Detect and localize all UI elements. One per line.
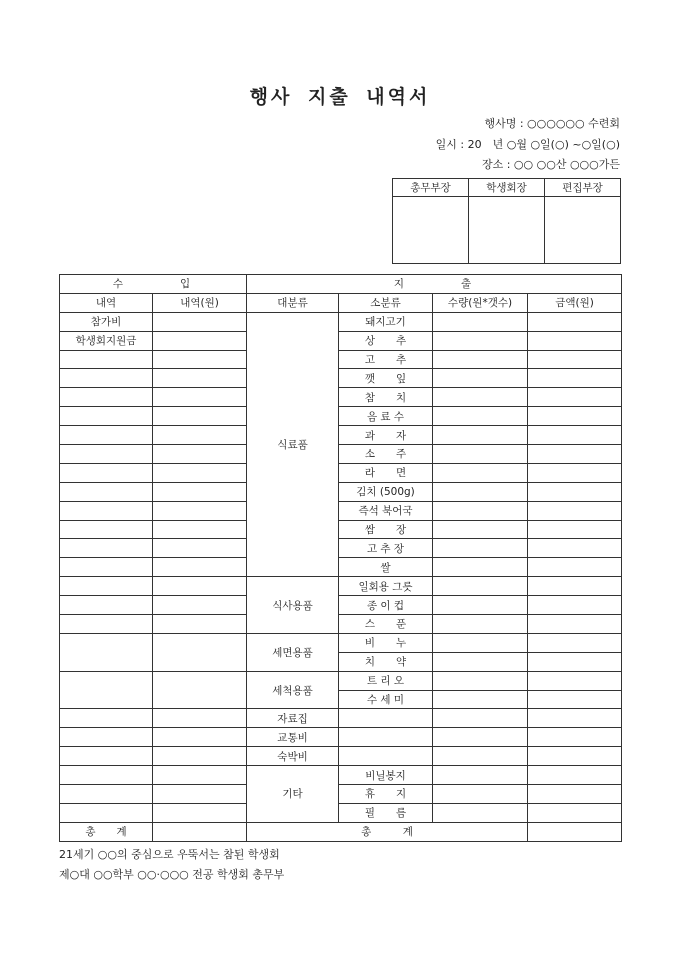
quantity-cell[interactable]: [433, 785, 528, 804]
income-item-cell[interactable]: [60, 426, 153, 445]
amount-cell[interactable]: [528, 407, 622, 426]
amount-cell[interactable]: [528, 671, 622, 690]
amount-cell[interactable]: [528, 331, 622, 350]
income-amount-cell[interactable]: [153, 728, 247, 747]
quantity-cell[interactable]: [433, 690, 528, 709]
income-item-cell[interactable]: [60, 633, 153, 671]
item-cell: 깻 잎: [339, 369, 433, 388]
footer-organization: 제○대 ○○학부 ○○·○○○ 전공 학생회 총무부: [59, 868, 285, 881]
quantity-cell[interactable]: [433, 463, 528, 482]
approval-table: [392, 178, 621, 264]
amount-cell[interactable]: [528, 803, 622, 822]
column-header: 내역: [60, 293, 153, 312]
income-item-cell[interactable]: [60, 520, 153, 539]
income-item-cell[interactable]: [60, 501, 153, 520]
item-cell: 김치 (500g): [339, 482, 433, 501]
item-cell: 고 추: [339, 350, 433, 369]
amount-cell[interactable]: [528, 747, 622, 766]
income-item: 참가비: [60, 312, 153, 331]
income-amount-cell[interactable]: [153, 558, 247, 577]
category-cell: 자료집: [247, 709, 339, 728]
income-amount-cell[interactable]: [153, 501, 247, 520]
footer-slogan: 21세기 ○○의 중심으로 우뚝서는 참된 학생회: [59, 848, 280, 861]
income-amount-cell[interactable]: [153, 766, 247, 785]
column-header: 내역(원): [153, 293, 247, 312]
category-cell: 식사용품: [247, 577, 339, 634]
amount-cell[interactable]: [528, 615, 622, 634]
item-cell: 쌀: [339, 558, 433, 577]
quantity-cell[interactable]: [433, 426, 528, 445]
quantity-cell[interactable]: [433, 501, 528, 520]
income-amount-cell[interactable]: [153, 577, 247, 596]
income-amount-cell[interactable]: [153, 633, 247, 671]
category-cell: 세척용품: [247, 671, 339, 709]
item-cell: 비닐봉지: [339, 766, 433, 785]
amount-cell[interactable]: [528, 577, 622, 596]
quantity-cell[interactable]: [433, 350, 528, 369]
quantity-cell[interactable]: [433, 577, 528, 596]
signature-box[interactable]: [469, 197, 545, 264]
item-cell: 쌈 장: [339, 520, 433, 539]
column-header: 금액(원): [528, 293, 622, 312]
amount-cell[interactable]: [528, 652, 622, 671]
income-amount-cell[interactable]: [153, 482, 247, 501]
income-item-cell[interactable]: [60, 615, 153, 634]
column-header: 소분류: [339, 293, 433, 312]
income-amount-cell[interactable]: [153, 539, 247, 558]
amount-cell[interactable]: [528, 785, 622, 804]
item-cell: 고 추 장: [339, 539, 433, 558]
amount-cell[interactable]: [528, 463, 622, 482]
signature-box[interactable]: [393, 197, 469, 264]
amount-cell[interactable]: [528, 388, 622, 407]
category-cell: 식료품: [247, 312, 339, 576]
income-item-cell[interactable]: [60, 463, 153, 482]
category-cell: 기타: [247, 766, 339, 823]
item-cell: 필 름: [339, 803, 433, 822]
income-item-cell[interactable]: [60, 747, 153, 766]
item-cell: 종 이 컵: [339, 596, 433, 615]
expense-header: 지 출: [247, 275, 622, 294]
quantity-cell[interactable]: [433, 671, 528, 690]
income-amount-cell[interactable]: [153, 463, 247, 482]
amount-cell[interactable]: [528, 426, 622, 445]
quantity-cell[interactable]: [433, 312, 528, 331]
item-cell: 트 리 오: [339, 671, 433, 690]
income-amount-cell[interactable]: [153, 785, 247, 804]
income-amount-cell[interactable]: [153, 803, 247, 822]
item-cell: 과 자: [339, 426, 433, 445]
column-header: 대분류: [247, 293, 339, 312]
item-cell[interactable]: [339, 709, 433, 728]
amount-cell[interactable]: [528, 539, 622, 558]
quantity-cell[interactable]: [433, 558, 528, 577]
column-header: 수량(원*갯수): [433, 293, 528, 312]
amount-cell[interactable]: [528, 690, 622, 709]
income-item-cell[interactable]: [60, 482, 153, 501]
income-header: 수 입: [60, 275, 247, 294]
amount-cell[interactable]: [528, 501, 622, 520]
event-name: 행사명 : ○○○○○○ 수련회: [484, 117, 620, 130]
income-item-cell[interactable]: [60, 728, 153, 747]
expense-ledger-table: [59, 274, 622, 842]
item-cell: 라 면: [339, 463, 433, 482]
income-item-cell[interactable]: [60, 709, 153, 728]
quantity-cell[interactable]: [433, 407, 528, 426]
income-amount-cell[interactable]: [153, 520, 247, 539]
income-amount-cell[interactable]: [153, 709, 247, 728]
income-item-cell[interactable]: [60, 596, 153, 615]
item-cell: 돼지고기: [339, 312, 433, 331]
income-amount-cell[interactable]: [153, 388, 247, 407]
amount-cell[interactable]: [528, 596, 622, 615]
income-amount-cell[interactable]: [153, 747, 247, 766]
approval-header: 편집부장: [545, 179, 621, 197]
quantity-cell[interactable]: [433, 520, 528, 539]
income-amount-cell[interactable]: [153, 426, 247, 445]
document-title: 행사 지출 내역서: [249, 86, 431, 108]
approval-header: 학생회장: [469, 179, 545, 197]
income-item-cell[interactable]: [60, 577, 153, 596]
income-amount-cell[interactable]: [153, 596, 247, 615]
amount-cell[interactable]: [528, 633, 622, 652]
income-item-cell[interactable]: [60, 539, 153, 558]
income-item-cell[interactable]: [60, 369, 153, 388]
category-cell: 세면용품: [247, 633, 339, 671]
amount-cell[interactable]: [528, 766, 622, 785]
signature-box[interactable]: [545, 197, 621, 264]
amount-cell[interactable]: [528, 350, 622, 369]
item-cell: 참 치: [339, 388, 433, 407]
item-cell: 스 푼: [339, 615, 433, 634]
category-cell: 교통비: [247, 728, 339, 747]
income-total-amount[interactable]: [153, 822, 247, 841]
income-item-cell[interactable]: [60, 558, 153, 577]
quantity-cell[interactable]: [433, 747, 528, 766]
item-cell[interactable]: [339, 747, 433, 766]
income-amount-cell[interactable]: [153, 369, 247, 388]
income-item-cell[interactable]: [60, 766, 153, 785]
quantity-cell[interactable]: [433, 633, 528, 652]
item-cell: 휴 지: [339, 785, 433, 804]
item-cell: 상 추: [339, 331, 433, 350]
income-amount-cell[interactable]: [153, 671, 247, 709]
approval-header: 총무부장: [393, 179, 469, 197]
income-amount-cell[interactable]: [153, 445, 247, 464]
income-amount-cell[interactable]: [153, 312, 247, 331]
quantity-cell[interactable]: [433, 709, 528, 728]
income-amount-cell[interactable]: [153, 615, 247, 634]
quantity-cell[interactable]: [433, 596, 528, 615]
item-cell: 치 약: [339, 652, 433, 671]
income-item-cell[interactable]: [60, 671, 153, 709]
income-item-cell[interactable]: [60, 803, 153, 822]
item-cell: 수 세 미: [339, 690, 433, 709]
income-amount-cell[interactable]: [153, 331, 247, 350]
quantity-cell[interactable]: [433, 766, 528, 785]
income-amount-cell[interactable]: [153, 407, 247, 426]
income-item-cell[interactable]: [60, 407, 153, 426]
item-cell[interactable]: [339, 728, 433, 747]
expense-total-label: 총 계: [247, 822, 528, 841]
quantity-cell[interactable]: [433, 615, 528, 634]
expense-total-amount[interactable]: [528, 822, 622, 841]
quantity-cell[interactable]: [433, 331, 528, 350]
income-item: 학생회지원금: [60, 331, 153, 350]
quantity-cell[interactable]: [433, 445, 528, 464]
amount-cell[interactable]: [528, 520, 622, 539]
quantity-cell[interactable]: [433, 652, 528, 671]
income-item-cell[interactable]: [60, 445, 153, 464]
category-cell: 숙박비: [247, 747, 339, 766]
quantity-cell[interactable]: [433, 539, 528, 558]
amount-cell[interactable]: [528, 728, 622, 747]
income-item-cell[interactable]: [60, 785, 153, 804]
item-cell: 비 누: [339, 633, 433, 652]
income-amount-cell[interactable]: [153, 350, 247, 369]
amount-cell[interactable]: [528, 709, 622, 728]
amount-cell[interactable]: [528, 558, 622, 577]
amount-cell[interactable]: [528, 445, 622, 464]
item-cell: 일회용 그릇: [339, 577, 433, 596]
income-item-cell[interactable]: [60, 388, 153, 407]
amount-cell[interactable]: [528, 369, 622, 388]
quantity-cell[interactable]: [433, 728, 528, 747]
item-cell: 음 료 수: [339, 407, 433, 426]
event-place: 장소 : ○○ ○○산 ○○○가든: [481, 158, 620, 171]
event-date: 일시 : 20 년 ○월 ○일(○) ~○일(○): [435, 138, 620, 151]
quantity-cell[interactable]: [433, 482, 528, 501]
income-total-label: 총 계: [60, 822, 153, 841]
amount-cell[interactable]: [528, 482, 622, 501]
quantity-cell[interactable]: [433, 388, 528, 407]
item-cell: 즉석 북어국: [339, 501, 433, 520]
quantity-cell[interactable]: [433, 369, 528, 388]
amount-cell[interactable]: [528, 312, 622, 331]
income-item-cell[interactable]: [60, 350, 153, 369]
item-cell: 소 주: [339, 445, 433, 464]
quantity-cell[interactable]: [433, 803, 528, 822]
